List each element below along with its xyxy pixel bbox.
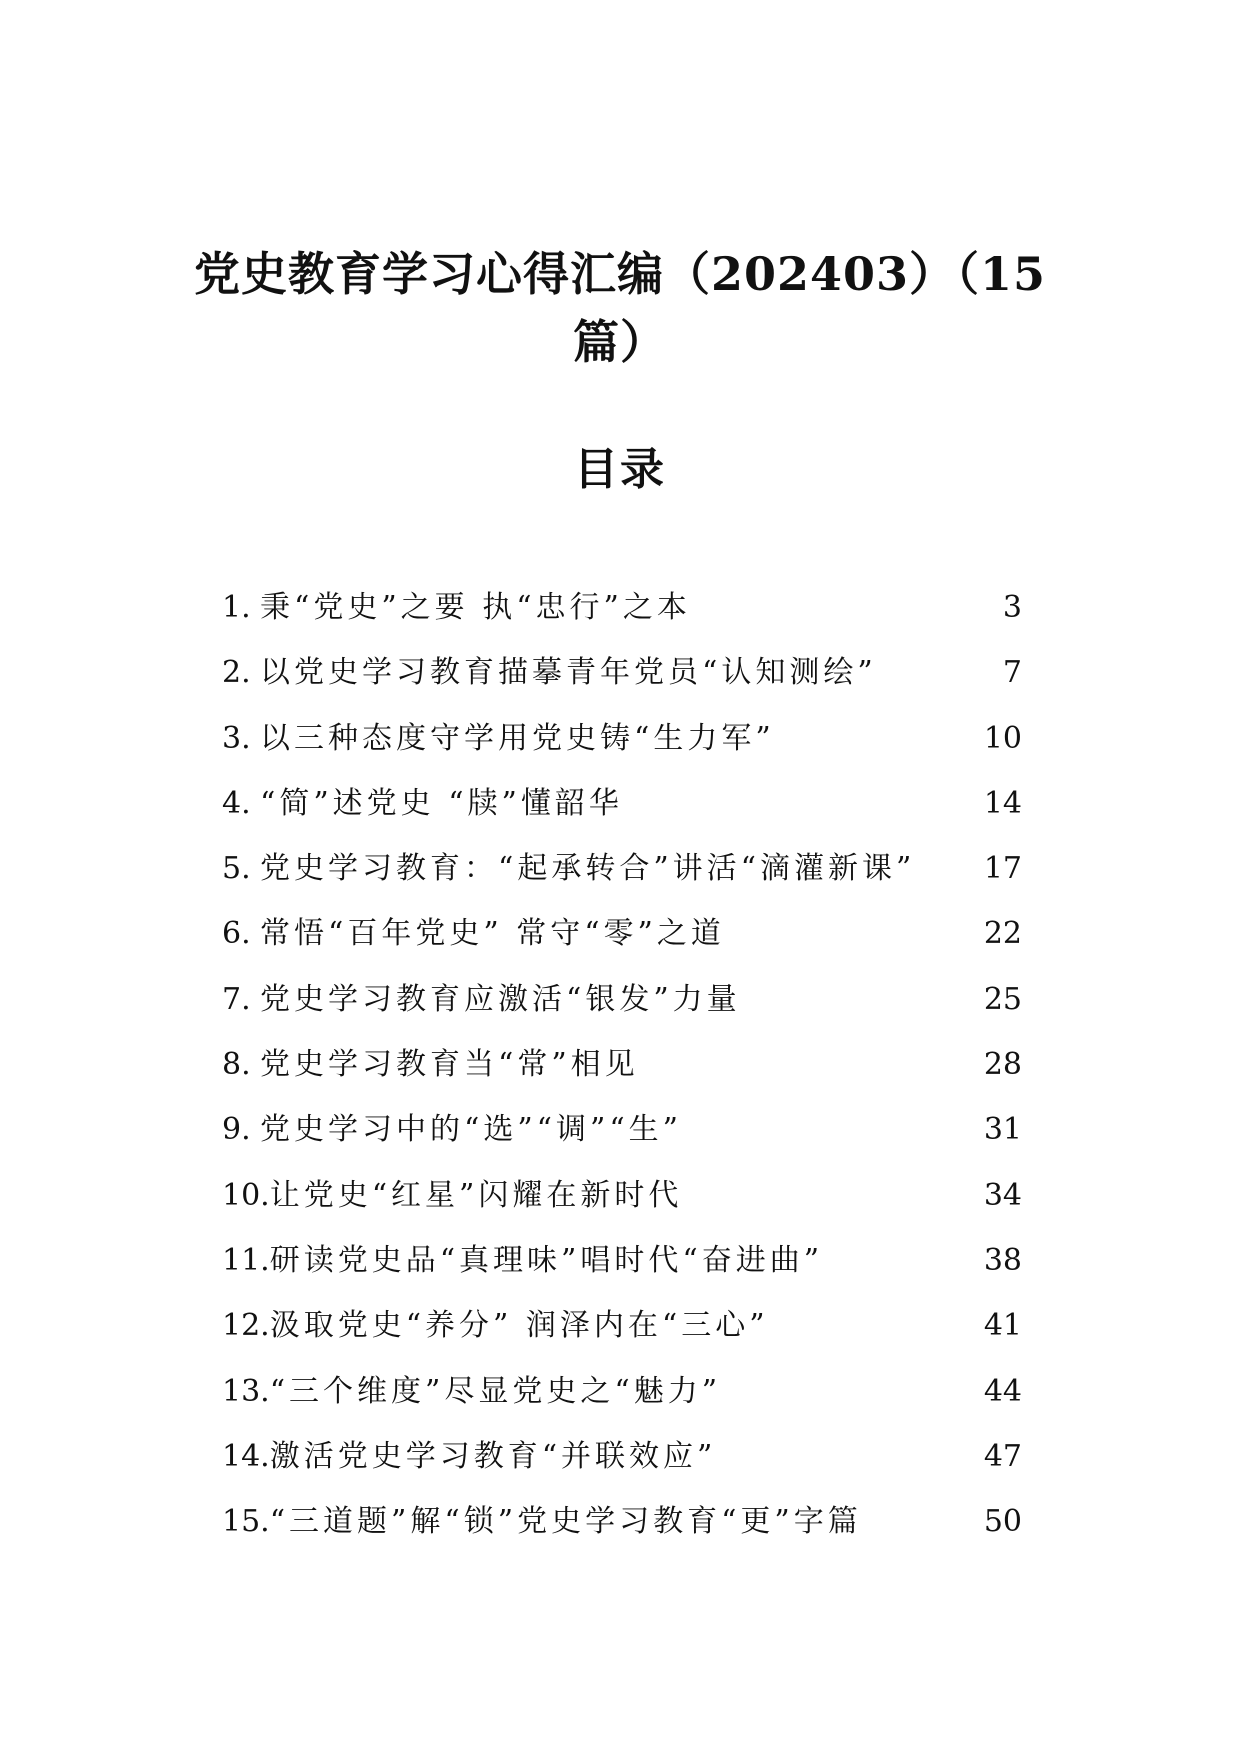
toc-leader-dots: [743, 981, 982, 1011]
toc-item[interactable]: [222, 1293, 1022, 1358]
toc-item-title: 党史学习教育：“起承转合”讲活“滴灌新课”: [260, 851, 916, 887]
toc-item[interactable]: [222, 640, 1022, 705]
toc-item-number: 14.: [222, 1438, 270, 1474]
toc-item-title: 激活党史学习教育“并联效应”: [269, 1438, 717, 1474]
toc-item-number: 5.: [222, 851, 251, 887]
toc-leader-dots: [718, 1438, 981, 1468]
toc-item-number: 4.: [222, 785, 251, 821]
toc-item[interactable]: [222, 1097, 1022, 1162]
toc-item-page: 7: [1002, 655, 1022, 691]
toc-item-page: 50: [983, 1504, 1022, 1540]
toc-item-page: 38: [983, 1242, 1022, 1278]
toc-item[interactable]: [222, 1032, 1022, 1097]
toc-item[interactable]: [222, 771, 1022, 836]
document-title-line-1: 党史教育学习心得汇编（202403）（15: [193, 247, 1047, 301]
toc-item[interactable]: [222, 1424, 1022, 1489]
toc-item-number: 6.: [222, 916, 251, 952]
toc-item-page: 28: [983, 1047, 1022, 1083]
toc-item-title: “简”述党史 “牍”懂韶华: [260, 785, 623, 821]
toc-item-number: 1.: [222, 590, 251, 625]
toc-item-number: 12.: [222, 1308, 270, 1344]
toc-leader-dots: [917, 850, 981, 880]
toc-item-number: 7.: [222, 981, 251, 1017]
toc-item-number: 13.: [222, 1373, 270, 1409]
toc-item-number: 9.: [222, 1112, 251, 1148]
toc-item-title: 党史学习中的“选”“调”“生”: [260, 1112, 683, 1148]
toc-leader-dots: [684, 1177, 981, 1207]
toc-item-number: 3.: [222, 720, 251, 756]
toc-item[interactable]: [222, 1228, 1022, 1293]
toc-item-page: 3: [1002, 590, 1022, 625]
toc-item-number: 15.: [222, 1504, 270, 1540]
toc-leader-dots: [771, 1307, 982, 1337]
toc-item-title: 常悟“百年党史” 常守“零”之道: [260, 916, 725, 952]
toc-item[interactable]: [222, 901, 1022, 966]
toc-item-title: “三道题”解“锁”党史学习教育“更”字篇: [269, 1504, 862, 1540]
toc-item-page: 41: [983, 1308, 1022, 1344]
toc-item[interactable]: [222, 1489, 1022, 1554]
toc-item-title: 以党史学习教育描摹青年党员“认知测绘”: [260, 655, 877, 691]
toc-item-title: 汲取党史“养分” 润泽内在“三心”: [269, 1308, 769, 1344]
toc-item-page: 22: [983, 916, 1022, 952]
toc-leader-dots: [723, 1373, 982, 1403]
toc-leader-dots: [625, 785, 982, 815]
toc-item-number: 2.: [222, 655, 251, 691]
toc-leader-dots: [727, 915, 982, 945]
toc-item-title: 党史学习教育当“常”相见: [260, 1047, 639, 1083]
toc-item-title: 秉“党史”之要 执“忠行”之本: [260, 590, 691, 625]
toc-item-page: 14: [983, 785, 1022, 821]
toc-item[interactable]: [222, 1163, 1022, 1228]
toc-item-number: 8.: [222, 1047, 251, 1083]
toc-item[interactable]: [222, 706, 1022, 771]
toc-item-number: 10.: [222, 1177, 270, 1213]
toc-item-title: 研读党史品“真理味”唱时代“奋进曲”: [269, 1242, 824, 1278]
toc-item[interactable]: [222, 1359, 1022, 1424]
toc-leader-dots: [693, 589, 1001, 619]
table-of-contents: [222, 575, 1022, 1554]
toc-leader-dots: [777, 720, 982, 750]
toc-leader-dots: [825, 1242, 982, 1272]
toc-leader-dots: [864, 1503, 982, 1533]
toc-item-title: 以三种态度守学用党史铸“生力军”: [260, 720, 775, 756]
toc-item-page: 34: [983, 1177, 1022, 1213]
toc-item-title: “三个维度”尽显党史之“魅力”: [269, 1373, 722, 1409]
toc-item-page: 10: [983, 720, 1022, 756]
toc-item-page: 44: [983, 1373, 1022, 1409]
toc-leader-dots: [879, 654, 1001, 684]
toc-leader-dots: [684, 1111, 982, 1141]
toc-item-title: 党史学习教育应激活“银发”力量: [260, 981, 741, 1017]
toc-item-page: 47: [983, 1438, 1022, 1474]
toc-item-page: 31: [983, 1112, 1022, 1148]
toc-item[interactable]: [222, 967, 1022, 1032]
document-title-line-2: 篇）: [573, 315, 667, 369]
toc-leader-dots: [641, 1046, 982, 1076]
toc-item[interactable]: [222, 575, 1022, 640]
toc-item-page: 25: [983, 981, 1022, 1017]
toc-heading: 目录: [574, 444, 666, 495]
toc-item-number: 11.: [222, 1242, 270, 1278]
toc-item-page: 17: [983, 851, 1022, 887]
toc-item-title: 让党史“红星”闪耀在新时代: [269, 1177, 683, 1213]
toc-item[interactable]: [222, 836, 1022, 901]
